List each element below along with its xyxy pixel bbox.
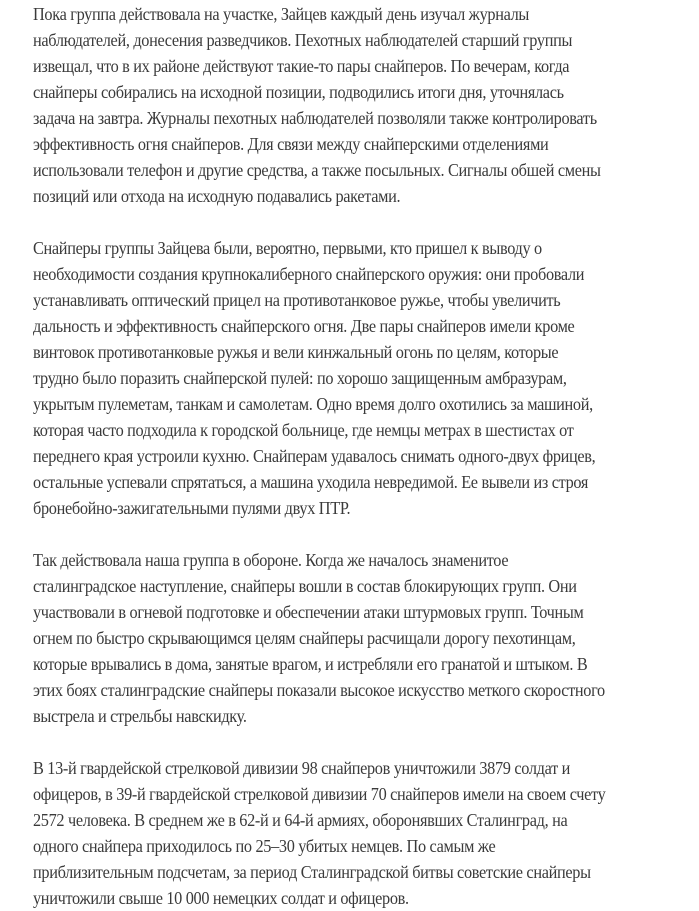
text-line: В 13-й гвардейской стрелковой дивизии 98 снайперов уничтожили 3879 солдат и	[33, 758, 571, 778]
text-line: Так действовала наша группа в обороне. Когда же началось знаменитое	[33, 550, 509, 570]
text-line: переднего края устроили кухню. Снайперам удавалось снимать одного-двух фрицев,	[33, 446, 596, 466]
text-line: дальность и эффективность снайперского огня. Две пары снайперов имели кроме	[33, 316, 575, 336]
text-line: приблизительным подсчетам, за период Сталинградской битвы советские снайперы	[33, 862, 591, 882]
text-line: устанавливать оптический прицел на противотанковое ружье, чтобы увеличить	[33, 290, 561, 310]
text-line: необходимости создания крупнокалиберного снайперского оружия: они пробовали	[33, 264, 585, 284]
text-line: снайперы собирались на исходной позиции, подводились итоги дня, уточнялась	[33, 82, 564, 102]
text-line: Пока группа действовала на участке, Зайцев каждый день изучал журналы	[33, 4, 530, 24]
text-line: которые врывались в дома, занятые врагом, и истребляли его гранатой и штыком. В	[33, 654, 588, 674]
text-line: использовали телефон и другие средства, а также посыльных. Сигналы обшей смены	[33, 160, 601, 180]
paragraph-1	[33, 1, 699, 209]
text-line: винтовок противотанковые ружья и вели кинжальный огонь по целям, которые	[33, 342, 559, 362]
text-line: одного снайпера приходилось по 25–30 убитых немцев. По самым же	[33, 836, 496, 856]
text-line: выстрела и стрельбы навскидку.	[33, 706, 247, 726]
text-line: задача на завтра. Журналы пехотных наблюдателей позволяли также контролировать	[33, 108, 597, 128]
text-line: трудно было поразить снайперской пулей: по хорошо защищенным амбразурам,	[33, 368, 567, 388]
text-line: эффективность огня снайперов. Для связи между снайперскими отделениями	[33, 134, 549, 154]
text-line: этих боях сталинградские снайперы показали высокое искусство меткого скоростного	[33, 680, 605, 700]
text-line: Снайперы группы Зайцева были, вероятно, первыми, кто пришел к выводу о	[33, 238, 542, 258]
text-line: извещал, что в их районе действуют такие-то пары снайперов. По вечерам, когда	[33, 56, 570, 76]
text-line: остальные успевали спрятаться, а машина уходила невредимой. Ее вывели из строя	[33, 472, 589, 492]
text-line: укрытым пулеметам, танкам и самолетам. Одно время долго охотились за машиной,	[33, 394, 593, 414]
text-line: 2572 человека. В среднем же в 62-й и 64-й армиях, оборонявших Сталинград, на	[33, 810, 568, 830]
text-line: сталинградское наступление, снайперы вошли в состав блокирующих групп. Они	[33, 576, 577, 596]
text-line: которая часто подходила к городской больнице, где немцы метрах в шестистах от	[33, 420, 574, 440]
text-line: бронебойно-зажигательными пулями двух ПТР.	[33, 498, 351, 518]
paragraph-4	[33, 755, 699, 911]
text-line: уничтожили свыше 10 000 немецких солдат и офицеров.	[33, 888, 409, 908]
text-line: наблюдателей, донесения разведчиков. Пехотных наблюдателей старший группы	[33, 30, 573, 50]
paragraph-3	[33, 547, 699, 729]
text-line: позиций или отхода на исходную подавались ракетами.	[33, 186, 401, 206]
text-line: офицеров, в 39-й гвардейской стрелковой дивизии 70 снайперов имели на своем счету	[33, 784, 606, 804]
text-line: участвовали в огневой подготовке и обеспечении атаки штурмовых групп. Точным	[33, 602, 584, 622]
text-line: огнем по быстро скрывающимся целям снайперы расчищали дорогу пехотинцам,	[33, 628, 576, 648]
paragraph-2	[33, 235, 699, 521]
